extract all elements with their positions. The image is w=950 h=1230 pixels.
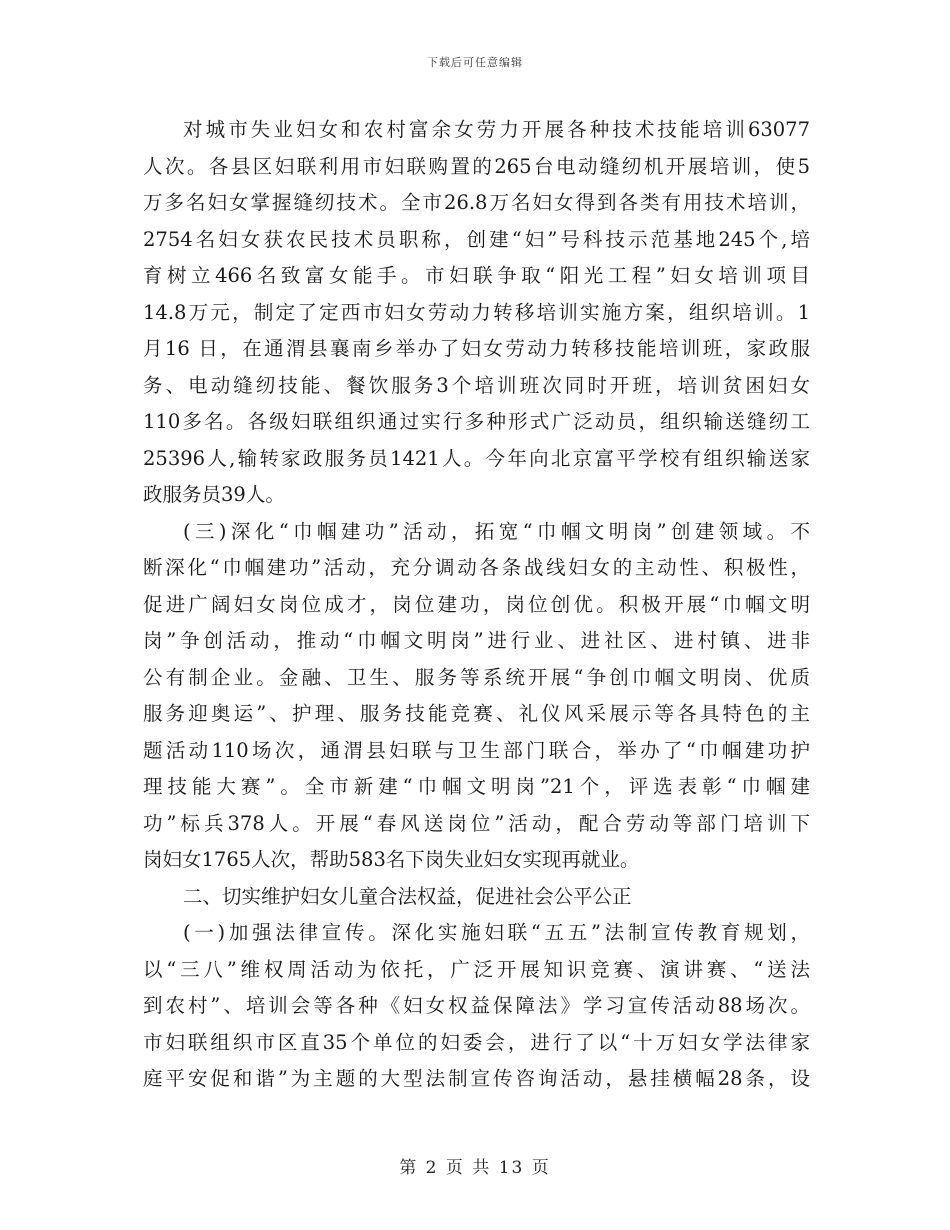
text-line: 岗”争创活动，推动“巾帼文明岗”进行业、进社区、进村镇、进非 bbox=[143, 629, 810, 652]
page-header: 下载后可任意编辑 bbox=[427, 56, 523, 69]
text-line: 25396人,输转家政服务员1421人。今年向北京富平学校有组织输送家 bbox=[143, 446, 810, 470]
text-line: 服务迎奥运”、护理、服务技能竞赛、礼仪风采展示等各具特色的主 bbox=[143, 702, 810, 725]
text-line: 务、电动缝纫技能、餐饮服务3个培训班次同时开班，培训贫困妇女 bbox=[143, 373, 810, 397]
page-footer: 第 2 页 共 13 页 bbox=[399, 1158, 551, 1178]
text-line: 对城市失业妇女和农村富余女劳力开展各种技术技能培训63077 bbox=[183, 118, 810, 141]
text-line: 育树立466名致富女能手。市妇联争取“阳光工程”妇女培训项目 bbox=[143, 264, 810, 287]
text-line: 110多名。各级妇联组织通过实行多种形式广泛动员，组织输送缝纫工 bbox=[143, 410, 810, 433]
text-line: (三)深化“巾帼建功”活动，拓宽“巾帼文明岗”创建领域。不 bbox=[183, 519, 810, 543]
text-line: 万多名妇女掌握缝纫技术。全市26.8万名妇女得到各类有用技术培训， bbox=[143, 191, 810, 214]
text-line: 题活动110场次，通渭县妇联与卫生部门联合，举办了“巾帼建功护 bbox=[143, 738, 810, 762]
text-line: 市妇联组织市区直35个单位的妇委会，进行了以“十万妇女学法律家 bbox=[143, 1030, 810, 1054]
text-line: 二、切实维护妇女儿童合法权益，促进社会公平公正 bbox=[183, 884, 632, 908]
text-line: 功”标兵378人。开展“春风送岗位”活动，配合劳动等部门培训下 bbox=[143, 811, 810, 835]
text-line: 政服务员39人。 bbox=[143, 483, 285, 506]
text-line: 公有制企业。金融、卫生、服务等系统开展“争创巾帼文明岗、优质 bbox=[143, 665, 810, 689]
text-line: 2754名妇女获农民技术员职称，创建“妇”号科技示范基地245个,培 bbox=[143, 227, 810, 251]
text-line: 断深化“巾帼建功”活动，充分调动各条战线妇女的主动性、积极性， bbox=[143, 556, 810, 579]
text-line: 以“三八”维权周活动为依托，广泛开展知识竞赛、演讲赛、“送法 bbox=[143, 957, 810, 981]
text-line: 促进广阔妇女岗位成才，岗位建功，岗位创优。积极开展“巾帼文明 bbox=[143, 592, 810, 616]
text-line: 月16 日，在通渭县襄南乡举办了妇女劳动力转移技能培训班，家政服 bbox=[143, 337, 810, 360]
text-line: 14.8万元，制定了定西市妇女劳动力转移培训实施方案，组织培训。1 bbox=[143, 300, 810, 324]
text-line: (一)加强法律宣传。深化实施妇联“五五”法制宣传教育规划， bbox=[183, 921, 810, 944]
text-line: 到农村”、培训会等各种《妇女权益保障法》学习宣传活动88场次。 bbox=[143, 994, 810, 1017]
text-line: 岗妇女1765人次，帮助583名下岗失业妇女实现再就业。 bbox=[143, 848, 640, 871]
text-line: 理技能大赛”。全市新建“巾帼文明岗”21个，评选表彰“巾帼建 bbox=[143, 775, 810, 798]
text-line: 庭平安促和谐”为主题的大型法制宣传咨询活动，悬挂横幅28条，设 bbox=[143, 1067, 810, 1090]
document-body bbox=[143, 112, 810, 1098]
text-line: 人次。各县区妇联利用市妇联购置的265台电动缝纫机开展培训，使5 bbox=[143, 154, 810, 178]
